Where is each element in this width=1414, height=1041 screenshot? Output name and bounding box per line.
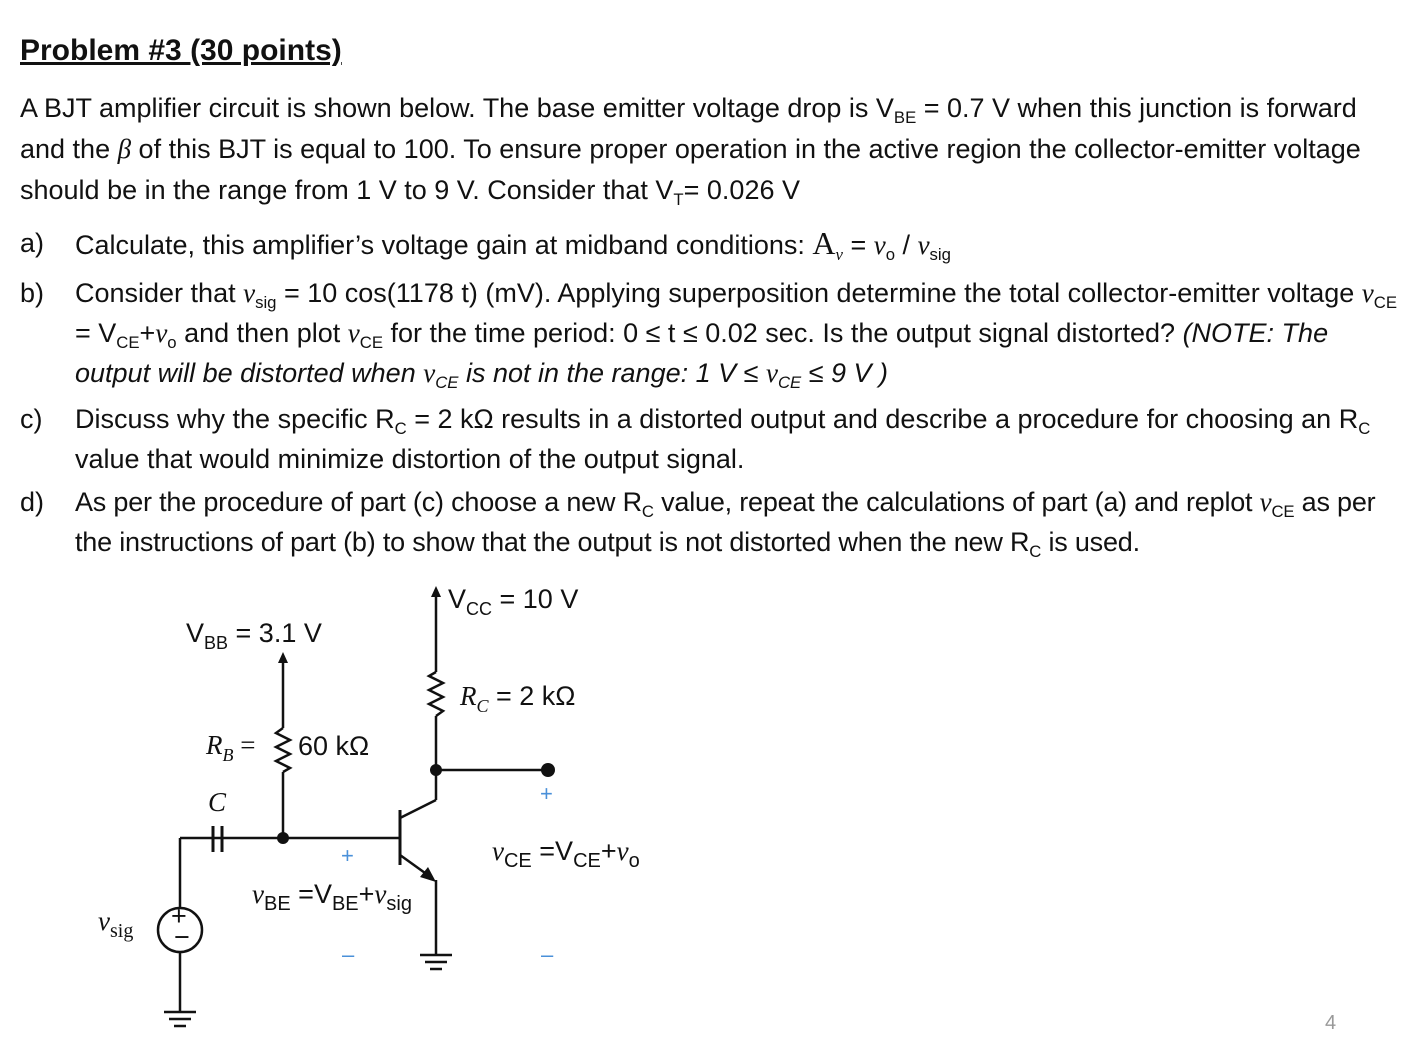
- ground-icon-source: [164, 1012, 196, 1026]
- vce-plus-sign: +: [540, 781, 553, 806]
- output-terminal: [541, 763, 555, 777]
- emitter-arrow-icon: [420, 867, 436, 882]
- vbb-label: $V_{BB} = 3.1$ V: [186, 618, 322, 653]
- collector-lead: [400, 800, 436, 818]
- part-d-text: As per the procedure of part (c) choose a new $R_C$ value, repeat the calculations of part (a) and replot $v_{CE}$ as per the instructions of part (b) to show that the output is not distorted when the new $R_C$ is used.: [75, 487, 1376, 561]
- source-plus-icon: +: [171, 901, 187, 931]
- part-b-label: b): [20, 278, 45, 308]
- vce-label: $v_{CE} =V_{CE}+v_o$: [492, 836, 640, 872]
- rb-label: $R_B$ =: [206, 730, 256, 765]
- base-node: [277, 832, 289, 844]
- problem-title: Problem #3 (30 points): [20, 34, 342, 67]
- vbb-arrow-icon: [278, 652, 288, 663]
- problem-intro: A BJT amplifier circuit is shown below. The base emitter voltage drop is $V_{BE} = 0.7$ V when this junction is forward and the β of this BJT is equal to 100. To ensure proper operation in the active region the collector-emitter voltage should be in the range from 1 V to 9 V. Consider that $V_T= 0.026$ V: [20, 93, 1361, 209]
- part-d-label: d): [20, 487, 45, 517]
- rc-resistor: [429, 672, 443, 716]
- capacitor-label: C: [208, 787, 227, 817]
- rc-label: $R_C = 2$ kΩ: [460, 681, 576, 716]
- part-b-text: Consider that $v_{sig} = 10$ cos(1178 t) (mV). Applying superposition determine the total collector-emitter voltage $v_{CE} = V_{CE}+v_o$ and then plot $v_{CE}$ for the time period: 0 ≤ t ≤ 0.02 sec. Is the output signal distorted? (NOTE: The output will be distorted when $v_{CE}$ is not in the range: 1 $V \le v_{CE} \le 9$ V ): [75, 278, 1398, 392]
- vcc-arrow-icon: [431, 586, 441, 597]
- part-a-text: Calculate, this amplifier’s voltage gain at midband conditions: $A_v = v_o / v_{sig}$: [75, 225, 951, 264]
- collector-node: [430, 764, 442, 776]
- vbe-minus-sign: –: [342, 942, 355, 967]
- vsig-label: $v_{sig}$: [98, 906, 134, 942]
- bjt-amplifier-circuit: [0, 575, 760, 1035]
- part-a-label: a): [20, 228, 45, 258]
- vcc-label: $V_{CC} = 10$ V: [448, 584, 579, 619]
- rb-resistor: [276, 728, 290, 772]
- vce-minus-sign: –: [541, 942, 554, 967]
- part-b-note: (NOTE: The output will be distorted when $v_{CE}$ is not in the range: 1 $V \le v_{CE} \le 9$ V ): [75, 318, 1329, 392]
- source-minus-icon: −: [174, 922, 190, 952]
- vbe-plus-sign: +: [341, 843, 354, 868]
- ground-icon-emitter: [420, 955, 452, 969]
- part-c-label: c): [20, 404, 43, 434]
- page-number: 4: [1325, 1012, 1337, 1034]
- part-c-text: Discuss why the specific $R_C = 2$ kΩ results in a distorted output and describe a procedure for choosing an $R_C$ value that would minimize distortion of the output signal.: [75, 404, 1371, 474]
- vbe-label: $v_{BE} =V_{BE}+v_{sig}$: [252, 879, 412, 915]
- rb-value: 60 kΩ: [298, 731, 370, 761]
